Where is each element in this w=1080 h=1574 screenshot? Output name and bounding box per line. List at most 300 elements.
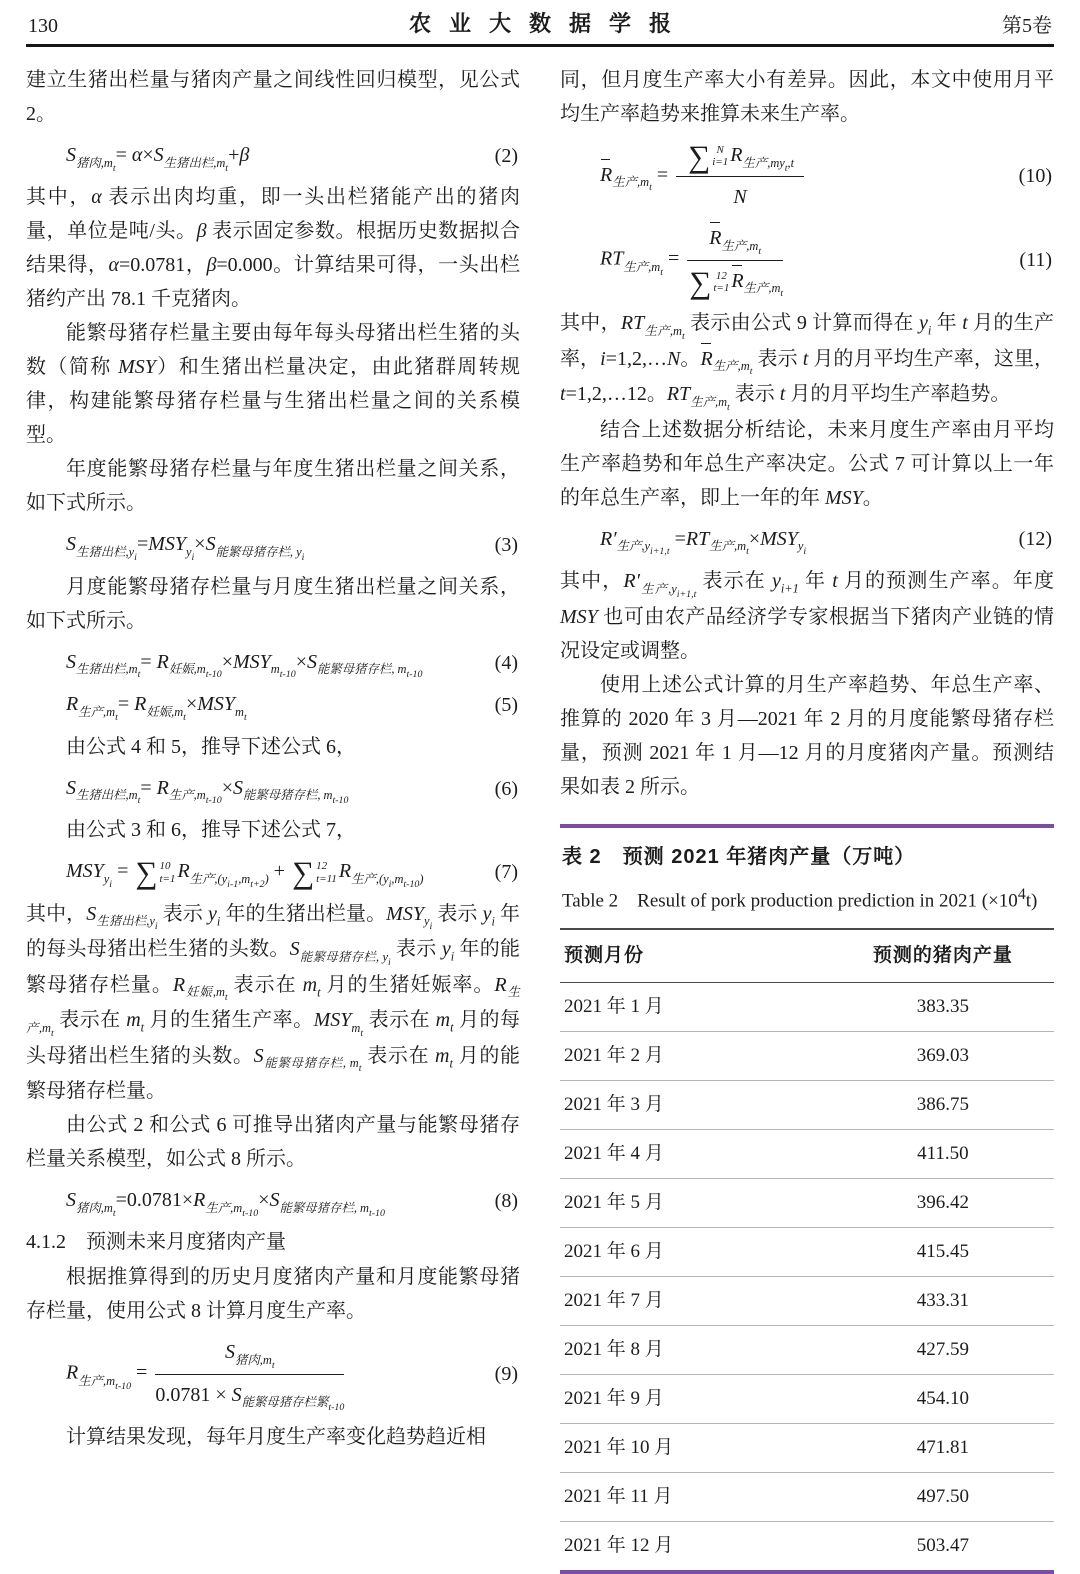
table-row [560,1423,1054,1472]
math-subscript [351,871,424,890]
math-subscript [206,669,222,680]
formula-row [26,771,520,806]
table-row [560,1031,1054,1080]
caption-en-text: Table 2 Result of pork production prediction in 2021 (×10 [562,889,1018,911]
math-variable: m [673,323,682,338]
math-subscript [168,788,222,807]
month-cell: 2021 年 9 月 [560,1374,832,1423]
math-text: 计算结果发现，每年月度生产率变化趋势趋近相 [66,1426,486,1449]
math-text: 猪肉, [235,1353,263,1368]
math-variable: α [91,186,102,209]
table-header [560,929,1054,983]
table-2 [560,824,1054,1574]
math-text: 生猪出栏, [96,914,150,929]
paragraph [560,63,1054,131]
math-variable: m [394,871,404,886]
formula [26,771,495,806]
math-text: 生产,( [189,871,222,886]
formula [26,1183,495,1218]
sigma-icon: ∑ [292,855,315,891]
math-variable: S [86,902,97,925]
math-subscript [76,662,141,681]
summation [292,855,337,891]
month-cell: 2021 年 3 月 [560,1080,832,1129]
paragraph [26,1420,520,1454]
math-variable: S [232,776,243,799]
math-variable: m [103,1200,113,1215]
math-text: 表示 [390,938,442,961]
value-cell: 383.35 [832,982,1054,1031]
math-text: t+2 [250,878,265,890]
math-text: 由公式 3 和 6，推导下述公式 7， [66,819,356,842]
math-variable: RT [666,383,691,406]
fraction-numerator [676,138,804,177]
math-variable-overbar: R [700,342,712,376]
equation-number: (11) [1019,249,1052,272]
math-variable: t [746,546,749,558]
math-text: 月的预测生产率。年度 [837,570,1055,593]
value-cell: 427.59 [832,1325,1054,1374]
math-variable: t [780,288,784,300]
math-variable: MSY [66,860,104,883]
math-text: 生产, [616,539,645,554]
math-text: 妊娠, [185,985,216,1000]
math-variable: m [360,1200,369,1215]
summation-lower-limit: t=1 [713,282,730,295]
math-variable: t [112,1207,116,1219]
math-variable: RT [620,312,645,335]
math-variable: MSY [118,356,156,379]
math-variable: m [106,704,116,719]
math-subscript [115,1381,131,1392]
value-cell: 415.45 [832,1227,1054,1276]
math-variable: β [196,220,207,243]
math-text: 表示在 [363,1009,436,1032]
equation-number: (3) [494,534,518,557]
math-variable: S [66,533,76,556]
summation-upper-limit: N [716,143,724,156]
math-variable: t [649,182,652,194]
summation-limits [159,860,175,885]
math-text: t-10 [332,795,349,807]
fraction-denominator [155,1375,344,1413]
math-subscript [78,704,118,723]
math-variable: y [441,938,451,961]
math-variable: y [128,545,135,560]
math-subscript [235,1353,275,1371]
math-variable: y [208,902,217,925]
math-variable: m [349,1056,359,1071]
right-column-blocks [560,63,1054,804]
math-variable: i [216,914,221,929]
math-text: 能繁母猪存栏, [279,1200,361,1215]
month-cell: 2021 年 4 月 [560,1129,832,1178]
value-cell: 369.03 [832,1031,1054,1080]
math-subscript [241,1395,345,1414]
paragraph [560,306,1054,412]
math-variable: m [740,359,750,374]
math-subscript [644,323,685,342]
math-text: 生产, [168,788,197,803]
math-text: t-10 [115,1380,132,1392]
math-subscript [242,788,349,807]
table-row [560,1325,1054,1374]
math-variable: m [718,394,728,409]
math-variable: S [153,144,164,166]
math-text: ）和生猪出栏量决定，由此猪群周转规律，构建能繁母猪存栏量与生猪出栏量之间的关系模型。 [26,356,521,447]
math-subscript [163,155,229,174]
column-header-month: 预测月份 [560,929,832,983]
math-variable: y [771,570,781,593]
equation-number: (7) [494,860,518,883]
paragraph [560,564,1054,667]
math-subscript [328,1402,344,1413]
math-subscript [215,545,305,563]
math-text: 生产, [78,704,107,719]
value-cell: 411.50 [832,1129,1054,1178]
math-subscript [639,581,697,600]
math-variable: m [640,175,650,190]
math-text: 0.0781 × [155,1383,232,1406]
month-cell: 2021 年 6 月 [560,1227,832,1276]
formula [560,221,1019,299]
math-text: 年度能繁母猪存栏量与年度生猪出栏量之间关系，如下式所示。 [26,458,520,515]
math-variable: t [560,383,566,406]
paragraph [560,668,1054,804]
math-text: 生产, [26,985,521,1035]
math-variable: t [137,669,141,681]
table-row [560,1227,1054,1276]
math-text: 年 [798,570,833,593]
math-variable: t [749,366,753,378]
math-text: 表示在 [361,1044,436,1067]
math-variable: y [797,539,804,554]
value-cell: 396.42 [832,1178,1054,1227]
math-text: 建立生猪出栏量与猪肉产量之间线性回归模型，见公式 2。 [26,69,520,125]
math-text: 年的生猪出栏量。 [220,902,387,925]
math-text: 表示出肉均重，即一头出栏猪能产出的猪肉量，单位是吨/头。 [26,186,520,243]
math-text: 表示 [157,902,209,925]
summation [688,138,729,174]
math-subscript [206,795,222,806]
math-subscript [250,879,264,890]
math-subscript [242,1208,258,1219]
math-variable: RT [600,248,624,270]
math-text: 月度能繁母猪存栏量与月度生猪出栏量之间关系，如下式所示。 [26,575,520,632]
math-text: = [140,776,157,799]
math-text: 生产, [205,1200,234,1215]
math-variable: m [323,788,333,803]
summation [135,855,176,891]
month-cell: 2021 年 8 月 [560,1325,832,1374]
math-variable: α [108,254,119,277]
caption-en-unit: t) [1025,889,1038,911]
math-variable: MSY [760,527,798,550]
math-variable: y [383,871,389,886]
fraction-numerator [155,1335,344,1374]
math-text: 生产, [690,394,719,409]
math-text: = [112,860,134,883]
math-text: × [221,650,233,673]
math-variable: S [66,776,76,799]
math-variable: t [50,1027,54,1039]
math-variable: y [382,949,388,964]
math-subscript [721,239,762,257]
math-subscript [332,795,348,806]
math-variable: MSY [197,693,236,716]
table-row [560,1129,1054,1178]
math-subscript [302,552,305,563]
math-variable: t [802,347,809,370]
math-text: × [295,650,307,673]
math-variable: R [177,860,190,883]
summation-upper-limit: 10 [159,860,171,873]
math-variable: MSY [386,902,424,925]
formula [560,522,1019,557]
math-subscript [709,539,749,558]
math-variable: S [66,144,76,166]
month-cell: 2021 年 10 月 [560,1423,832,1472]
math-text: 能繁母猪存栏量主要由每年每头母猪出栏生猪的头数（简称 [26,322,520,379]
math-variable: R [193,1188,206,1211]
column-header-value: 预测的猪肉产量 [832,929,1054,983]
math-variable: t [183,711,186,723]
math-subscript [423,914,433,933]
value-cell: 433.31 [832,1276,1054,1325]
math-text: =0.0781， [118,254,207,277]
summation [689,264,730,300]
table-caption-en [560,876,1054,928]
summation-limits [712,144,728,169]
math-text: 也可由农产品经济学专家根据当下猪肉产业链的情况设定或调整。 [560,605,1054,662]
math-variable: m [196,788,206,803]
math-text: 生产, [612,175,641,190]
math-subscript [263,1056,362,1075]
math-variable: N [666,347,681,370]
equation-number: (2) [494,144,518,167]
math-subscript [299,949,391,968]
table-captions [560,828,1054,928]
table-row [560,1521,1054,1570]
math-text: 生产, [644,323,674,338]
paragraph [26,730,520,764]
math-variable: α [131,144,143,166]
math-text: 生产, [721,239,750,254]
math-variable: t [115,711,118,723]
math-variable: y [186,545,192,560]
math-fraction [687,221,783,299]
math-variable: t [779,383,786,406]
table-row [560,1374,1054,1423]
math-variable: t [758,245,762,257]
math-text: 年的能繁母猪存栏量。 [26,938,521,996]
math-variable: i [191,551,195,563]
math-text: t-10 [205,669,222,681]
month-cell: 2021 年 7 月 [560,1276,832,1325]
math-variable: m [749,239,759,254]
math-text: , [391,871,395,886]
math-text: ) [419,871,424,886]
math-variable: m [174,704,184,719]
formula-row [26,854,520,889]
math-text: 同，但月度生产率大小有差异。因此，本文中使用月平均生产率趋势来推算未来生产率。 [560,69,1054,125]
equation-number: (6) [494,777,518,800]
table-bottom-rule [560,1570,1054,1574]
math-variable: R [494,973,507,996]
math-variable: R [338,860,352,883]
math-text: 由公式 2 和公式 6 可推导出猪肉产量与能繁母猪存栏量关系模型，如公式 8 所示。 [26,1113,520,1170]
math-text: 月的生猪妊娠率。 [320,973,495,996]
math-variable: i [134,551,137,563]
math-variable: m [435,1044,450,1067]
math-text: i-1 [227,878,239,890]
summation-upper-limit: 12 [316,860,328,873]
equation-number: (5) [494,694,518,717]
table-header-row [560,929,1054,983]
math-variable: y [482,902,492,925]
month-cell: 2021 年 11 月 [560,1472,832,1521]
math-text: 。 [680,347,701,370]
math-subscript [780,288,783,299]
math-variable: i [803,546,807,558]
math-variable: m [126,1009,141,1032]
math-fraction [155,1335,344,1413]
value-cell: 471.81 [832,1423,1054,1472]
math-text: × [221,776,233,799]
month-cell: 2021 年 1 月 [560,982,832,1031]
math-variable: S [253,1044,264,1067]
math-variable: R [66,1361,79,1384]
math-text: 其中， [26,186,92,209]
summation-lower-limit: t=11 [316,872,337,885]
math-subscript [189,871,269,890]
math-variable: S [269,1188,280,1211]
math-variable: y [919,312,928,335]
math-subscript [279,1200,385,1219]
table-row [560,1276,1054,1325]
summation-upper-limit: 12 [715,269,727,282]
formula-row [560,522,1054,557]
math-variable: R [134,693,147,716]
math-text: =1,2,… [605,347,667,370]
math-variable: R′ [600,527,617,550]
math-text: t-10 [328,1402,345,1414]
math-text: 月的生产率， [560,312,1055,370]
math-text: =0.0781× [115,1188,194,1211]
math-text: 生猪出栏, [76,545,129,560]
math-fraction [676,138,804,214]
table-caption-zh: 表 2 预测 2021 年猪肉产量（万吨） [562,845,916,868]
math-variable: t [225,162,229,174]
paragraph [26,1260,520,1328]
math-variable: i [109,878,113,890]
math-variable: R [172,973,186,996]
math-text: 表示在 [696,570,772,593]
math-text: = [651,163,674,186]
math-variable: R [156,776,169,799]
math-text: , [238,871,242,886]
math-subscript [316,662,423,681]
math-text: 生产, [639,581,672,596]
math-variable: m [397,662,407,677]
sigma-icon: ∑ [135,855,158,891]
equation-number: (10) [1018,165,1052,188]
paragraph [26,570,520,638]
math-text: × [194,533,206,556]
formula-row [560,221,1054,299]
paragraph [26,813,520,847]
month-cell: 2021 年 5 月 [560,1178,832,1227]
math-subscript [616,539,670,558]
math-text: 月的生猪生产率。 [144,1009,314,1032]
math-text: i+1,t [676,588,697,600]
math-variable: t [140,1020,145,1035]
math-variable: t [224,992,228,1004]
math-variable: R′ [623,570,640,593]
math-variable: β [206,254,217,277]
math-variable: i [450,949,455,964]
paragraph [26,63,520,131]
math-text: 。 [862,486,883,509]
math-variable: m [435,1009,451,1032]
math-subscript [712,359,753,378]
math-text: + [268,860,291,883]
math-variable: S [66,1188,76,1211]
math-variable: m [128,662,138,677]
math-variable: R [156,650,169,673]
math-subscript [76,155,116,174]
math-text: i+1,t [649,546,670,558]
math-variable: S [205,533,216,556]
math-text: t-10 [368,1207,385,1219]
math-subscript [369,1208,385,1219]
math-variable: t [112,162,116,174]
math-subscript [797,539,807,558]
math-text: = [140,650,157,673]
math-variable: t [450,1020,454,1035]
math-variable: i [491,914,495,929]
math-text: 表示由公式 9 计算而得在 [684,312,919,335]
math-text: 猪肉, [76,1200,104,1215]
math-variable: t [682,330,685,342]
month-cell: 2021 年 2 月 [560,1031,832,1080]
math-text: 表示固定参数。根据历史数据拟合结果得， [26,220,520,277]
math-variable: t [727,401,730,413]
right-column [560,63,1054,1574]
math-text: 能繁母猪存栏, [316,662,398,677]
math-variable: S [231,1383,242,1406]
sigma-icon: ∑ [688,138,711,174]
math-variable: m [241,871,251,886]
math-variable: i [154,921,158,933]
math-text: 生产, [623,259,652,274]
math-subscript [76,545,137,563]
math-text: × [258,1188,270,1211]
math-variable: S [289,938,300,961]
math-text: 妊娠, [168,662,197,677]
math-text: t-10 [403,878,420,890]
sigma-icon: ∑ [689,264,712,300]
math-variable-overbar: R [600,158,612,192]
math-variable: y [644,539,650,554]
table-row [560,1080,1054,1129]
math-subscript [78,1373,132,1392]
math-subscript [743,281,784,300]
math-variable: y [671,581,677,596]
math-subscript [690,394,730,413]
math-text: 年 [931,312,963,335]
math-text: 生产,( [351,871,384,886]
